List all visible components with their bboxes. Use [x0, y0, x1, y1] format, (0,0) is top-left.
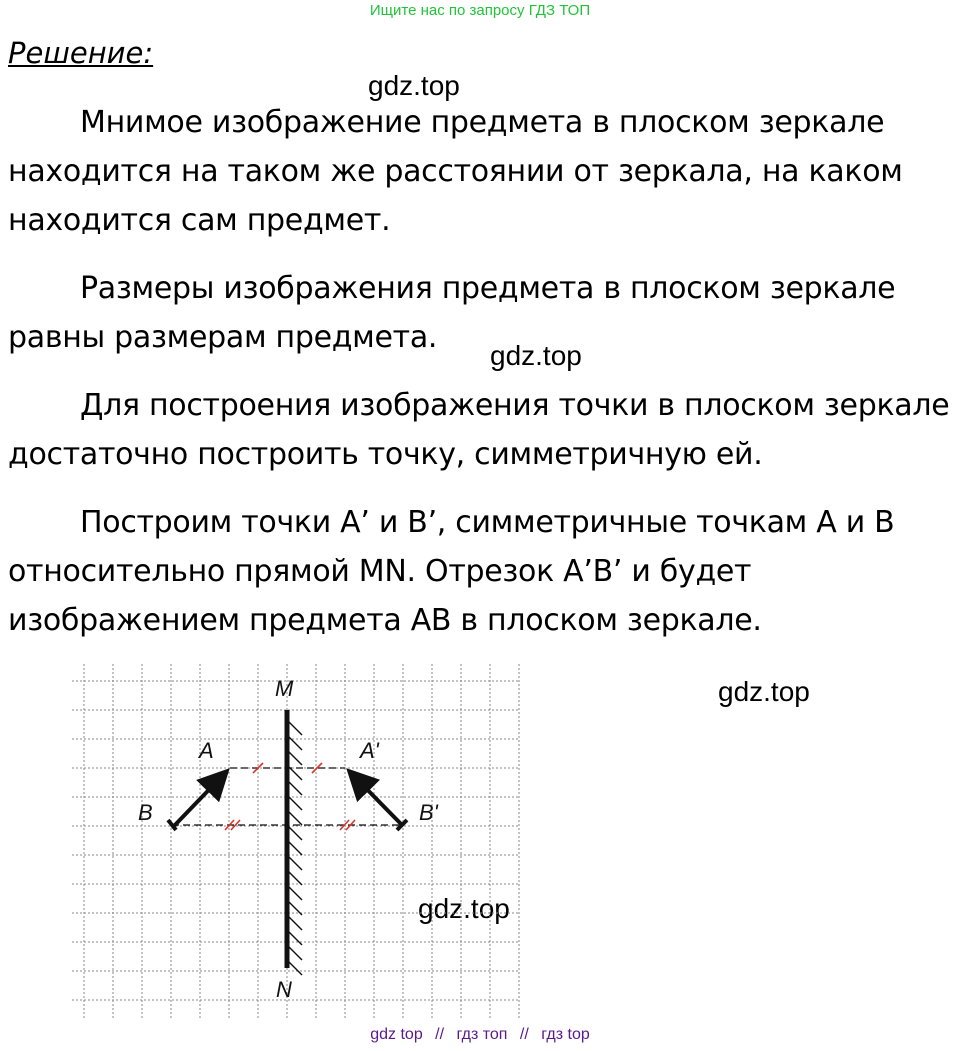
label-a-prime: A'	[360, 738, 379, 763]
watermark: gdz.top	[490, 340, 582, 371]
hatch-stroke	[289, 797, 302, 810]
hatch-stroke	[289, 947, 302, 960]
label-m: M	[275, 676, 294, 701]
footer-link-gdz-top[interactable]: gdz top	[370, 1026, 423, 1043]
watermark: gdz.top	[368, 70, 460, 101]
hatch-stroke	[289, 842, 302, 855]
hatch-stroke	[289, 752, 302, 765]
watermark: gdz.top	[418, 893, 510, 924]
hatch-stroke	[289, 722, 302, 735]
footer-separator: //	[519, 1026, 529, 1043]
paragraph-3-text: Для построения изображения точки в плоском зеркале достаточно построить точку, симметричную ей.	[8, 388, 950, 472]
paragraph-1-text: Мнимое изображение предмета в плоском зеркале находится на таком же расстоянии от зеркала, на каком находится сам предмет.	[8, 105, 903, 238]
footer-separator: //	[435, 1026, 445, 1043]
solution-heading: Решение:	[8, 36, 154, 70]
hatch-stroke	[289, 962, 302, 975]
mirror-diagram	[70, 662, 520, 1022]
hatch-stroke	[289, 887, 302, 900]
paragraph-2-text: Размеры изображения предмета в плоском зеркале равны размерам предмета.	[8, 271, 896, 355]
hatch-stroke	[289, 782, 302, 795]
hatch-stroke	[289, 872, 302, 885]
footer-links	[0, 1026, 960, 1044]
paragraph-3	[8, 381, 958, 479]
paragraph-4-text: Построим точки A’ и B’, симметричные точкам A и B относительно прямой MN. Отрезок A’B’ и будет изображением предмета AB в плоском зеркале.	[8, 505, 895, 638]
footer-link-gdz-top-cyrillic[interactable]: гдз топ	[456, 1026, 508, 1043]
label-n: N	[276, 977, 292, 1002]
hatch-stroke	[289, 767, 302, 780]
hatch-stroke	[289, 857, 302, 870]
label-b: B	[138, 800, 153, 825]
paragraph-4	[8, 498, 958, 645]
hatch-stroke	[289, 917, 302, 930]
hatch-stroke	[289, 812, 302, 825]
hatch-stroke	[289, 827, 302, 840]
label-b-prime: B'	[419, 800, 438, 825]
paragraph-2	[8, 264, 958, 362]
watermark: gdz.top	[718, 676, 810, 707]
label-a: A	[199, 738, 214, 763]
paragraph-1	[8, 98, 958, 245]
mirror-hatching	[289, 722, 302, 975]
hatch-stroke	[289, 932, 302, 945]
top-banner: Ищите нас по запросу ГДЗ ТОП	[369, 2, 591, 19]
footer-link-gdz-top-mixed[interactable]: гдз top	[541, 1026, 590, 1043]
hatch-stroke	[289, 902, 302, 915]
image-arrow-a-b	[349, 771, 403, 826]
